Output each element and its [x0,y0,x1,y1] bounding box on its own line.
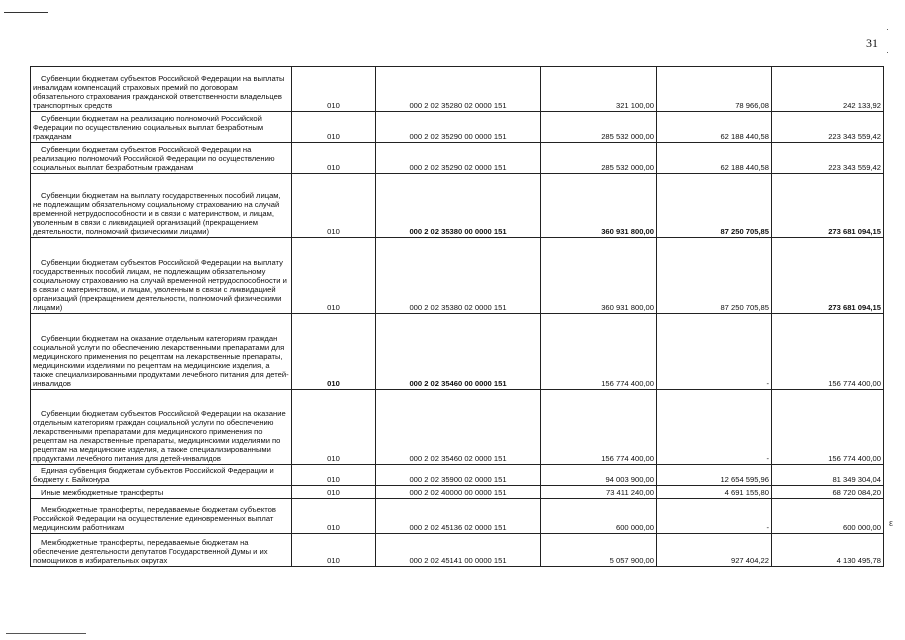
row-code: 010 [292,67,376,112]
row-remaining: 242 133,92 [772,67,884,112]
row-kbk: 000 2 02 35290 02 0000 151 [376,143,541,174]
row-code: 010 [292,390,376,465]
scan-mark: ε [889,518,894,528]
row-code: 010 [292,112,376,143]
row-kbk: 000 2 02 35380 02 0000 151 [376,238,541,314]
row-remaining: 156 774 400,00 [772,390,884,465]
row-executed: 12 654 595,96 [657,465,772,486]
row-name: Субвенции бюджетам субъектов Российской Федерации на оказание отдельным категориям граждан социальной услуги по обеспечению лекарственными препаратами для медицинского применения по рецептам на лекарственные препараты, медицинскими изделиями по рецептам на медицинские изделия, а также специализированными продуктами лечебного питания для детей-инвалидов [31,390,292,465]
row-remaining: 273 681 094,15 [772,174,884,238]
row-code: 010 [292,486,376,499]
row-code: 010 [292,534,376,567]
row-approved: 285 532 000,00 [541,112,657,143]
row-executed: 4 691 155,80 [657,486,772,499]
row-approved: 321 100,00 [541,67,657,112]
row-kbk: 000 2 02 35460 02 0000 151 [376,390,541,465]
row-name: Субвенции бюджетам субъектов Российской Федерации на выплаты инвалидам компенсаций страховых премий по договорам обязательного страхования гражданской ответственности владельцев транспортных средств [31,67,292,112]
row-kbk: 000 2 02 45136 02 0000 151 [376,499,541,534]
row-executed: - [657,314,772,390]
row-approved: 156 774 400,00 [541,390,657,465]
row-code: 010 [292,174,376,238]
row-executed: 927 404,22 [657,534,772,567]
row-executed: 62 188 440,58 [657,112,772,143]
bottom-rule [6,633,86,634]
row-kbk: 000 2 02 35280 02 0000 151 [376,67,541,112]
row-code: 010 [292,238,376,314]
row-kbk: 000 2 02 35380 00 0000 151 [376,174,541,238]
row-name: Межбюджетные трансферты, передаваемые бюджетам субъектов Российской Федерации на осуществление единовременных выплат медицинским работникам [31,499,292,534]
row-name: Субвенции бюджетам на выплату государственных пособий лицам, не подлежащим обязательному социальному страхованию на случай временной нетрудоспособности и в связи с материнством, и лицам, уволенным в связи с ликвидацией организаций (прекращением деятельности, полномочий физическими лицами) [31,174,292,238]
row-code: 010 [292,143,376,174]
row-code: 010 [292,465,376,486]
row-remaining: 600 000,00 [772,499,884,534]
row-remaining: 223 343 559,42 [772,143,884,174]
row-approved: 600 000,00 [541,499,657,534]
table-row [31,486,884,499]
row-code: 010 [292,314,376,390]
row-remaining: 223 343 559,42 [772,112,884,143]
row-code: 010 [292,499,376,534]
row-executed: - [657,390,772,465]
table-row [31,67,884,112]
table-row [31,174,884,238]
row-name: Иные межбюджетные трансферты [31,486,292,499]
table-row [31,465,884,486]
row-remaining: 4 130 495,78 [772,534,884,567]
row-remaining: 156 774 400,00 [772,314,884,390]
row-approved: 73 411 240,00 [541,486,657,499]
row-approved: 94 003 900,00 [541,465,657,486]
row-kbk: 000 2 02 40000 00 0000 151 [376,486,541,499]
row-kbk: 000 2 02 35290 00 0000 151 [376,112,541,143]
table-row [31,112,884,143]
row-approved: 156 774 400,00 [541,314,657,390]
row-approved: 360 931 800,00 [541,174,657,238]
table-row [31,390,884,465]
row-kbk: 000 2 02 45141 00 0000 151 [376,534,541,567]
scan-dot: · [886,24,889,34]
row-remaining: 68 720 084,20 [772,486,884,499]
row-name: Субвенции бюджетам субъектов Российской Федерации на выплату государственных пособий лицам, не подлежащим обязательному социальному страхованию на случай временной нетрудоспособности и в связи с материнством, и лицам, уволенным в связи с ликвидацией организаций (прекращением деятельности, полномочий физическими лицами) [31,238,292,314]
row-kbk: 000 2 02 35900 02 0000 151 [376,465,541,486]
row-name: Субвенции бюджетам на оказание отдельным категориям граждан социальной услуги по обеспечению лекарственными препаратами для медицинского применения по рецептам на лекарственные препараты, медицинскими изделиями по рецептам на медицинские изделия, а также специализированными продуктами лечебного питания для детей-инвалидов [31,314,292,390]
row-name: Единая субвенция бюджетам субъектов Российской Федерации и бюджету г. Байконура [31,465,292,486]
budget-table [30,66,884,567]
row-name: Субвенции бюджетам субъектов Российской Федерации на реализацию полномочий Российской Федерации по осуществлению социальных выплат безработным гражданам [31,143,292,174]
table-row [31,499,884,534]
row-executed: - [657,499,772,534]
row-executed: 78 966,08 [657,67,772,112]
table-row [31,534,884,567]
row-remaining: 273 681 094,15 [772,238,884,314]
scan-dot: · [886,47,889,57]
table-row [31,143,884,174]
table-row [31,238,884,314]
top-rule [4,12,48,13]
row-remaining: 81 349 304,04 [772,465,884,486]
row-name: Межбюджетные трансферты, передаваемые бюджетам на обеспечение деятельности депутатов Государственной Думы и их помощников в избирательных округах [31,534,292,567]
table-row [31,314,884,390]
row-name: Субвенции бюджетам на реализацию полномочий Российской Федерации по осуществлению социальных выплат безработным гражданам [31,112,292,143]
row-executed: 62 188 440,58 [657,143,772,174]
row-executed: 87 250 705,85 [657,238,772,314]
row-kbk: 000 2 02 35460 00 0000 151 [376,314,541,390]
row-executed: 87 250 705,85 [657,174,772,238]
page-number: 31 [866,36,878,50]
row-approved: 5 057 900,00 [541,534,657,567]
row-approved: 360 931 800,00 [541,238,657,314]
row-approved: 285 532 000,00 [541,143,657,174]
